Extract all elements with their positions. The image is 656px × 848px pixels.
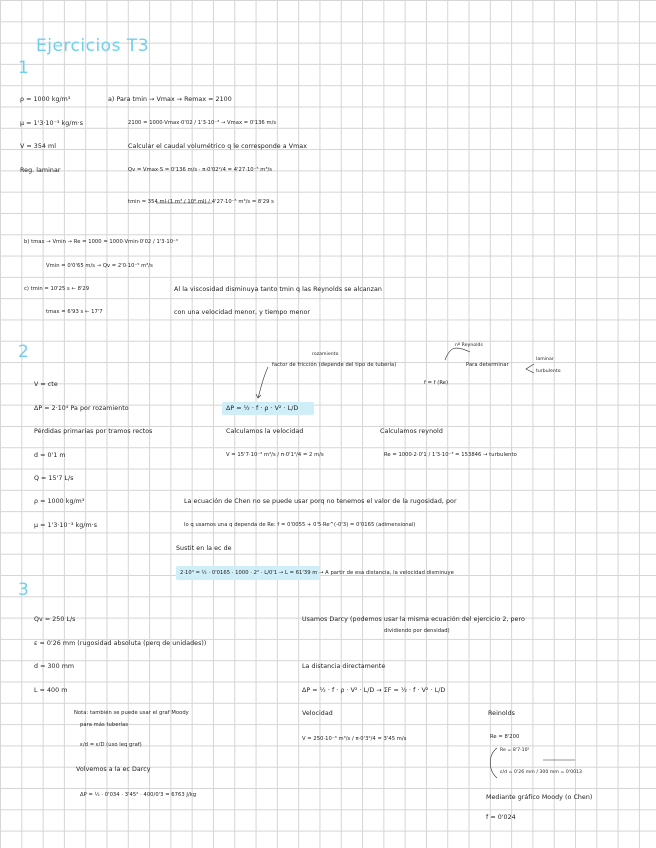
ex3-f-val: f = 0'024	[486, 814, 516, 821]
ex3-dp-eq: ΔP = ½ · f · ρ · V² · L/D → ΣF = ½ · f · V² · L/D	[302, 687, 446, 694]
ex1-b-eq2: Vmin = 0'0'65 m/s → Qv = 2'0·10⁻⁵ m³/s	[46, 263, 153, 269]
ex2-colebrook-text1: La ecuación de Chen no se puede usar porq no tenemos el valor de la rugosidad, por	[184, 498, 457, 505]
exercise-3-number: 3	[18, 580, 29, 600]
ex2-note-turbulento: turbulento	[536, 369, 561, 374]
ex3-darcy1: Usamos Darcy (podemos usar la misma ecuación del ejercicio 2, pero	[302, 616, 525, 623]
ex2-calc-re: Calculamos reynold	[380, 428, 443, 435]
ex3-lo-dist: La distancia directamente	[302, 663, 386, 670]
ex3-eps: ε = 0'26 mm (rugosidad absoluta (perq de unidades))	[34, 640, 207, 647]
ex2-note-laminar: laminar	[536, 357, 554, 362]
ex2-calc-v: Calculamos la velocidad	[226, 428, 304, 435]
ex3-nota1: Nota: también se puede usar el graf Moody	[74, 710, 189, 716]
ex3-reynolds: Reinolds	[488, 710, 515, 717]
ex2-dp-eq: ΔP = ½ · f · ρ · V² · L/D	[226, 405, 299, 412]
ex3-velocidad: Velocidad	[302, 710, 333, 717]
ex1-rho: ρ = 1000 kg/m³	[20, 96, 71, 103]
ex2-f-func: f = f (Re)	[424, 380, 449, 386]
ex3-moody: Mediante gráfico Moody (o Chen)	[486, 794, 593, 801]
ex2-q-given: Q = 15'7 L/s	[34, 475, 74, 482]
ex1-c-eq2: tmax = 6'93 s ← 17'7	[46, 309, 103, 315]
ex3-dp-final: ΔP = ½ · 0'034 · 3'45² · 400/0'3 = 6763 J/kg	[80, 792, 197, 798]
ex3-qv: Qv = 250 L/s	[34, 616, 76, 623]
ex2-v-cte: V = cte	[34, 381, 58, 388]
ex2-substitute: Sustit en la ec de	[176, 545, 232, 552]
ex1-c-text2: con una velocidad menor, y tiempo menor	[174, 309, 311, 316]
ex3-darcy2: dividiendo por densidad)	[384, 628, 450, 634]
ex2-note-para: Para determinar	[466, 362, 509, 368]
ex2-note-rozamiento: rozamiento	[312, 352, 339, 357]
ex3-re-val: Re = 8'200	[490, 734, 520, 740]
ex3-d: d = 300 mm	[34, 663, 75, 670]
ex2-note-reynolds: nº Reynolds	[455, 343, 483, 348]
ex1-b-eq1: b) tmax → Vmin → Re = 1000 = 1000·Vmin·0'02 / 1'3·10⁻³	[24, 239, 178, 245]
ex2-mu: μ = 1'3·10⁻³ kg/m·s	[34, 522, 98, 529]
ex1-regime: Reg. laminar	[20, 167, 61, 174]
ex1-volume: V = 354 ml	[20, 143, 56, 150]
ex1-a-eq2: Qv = Vmax·S = 0'136 m/s · π·0'02²/4 = 4'27·10⁻⁵ m³/s	[128, 167, 273, 173]
ex1-a-eq1: 2100 = 1000·Vmax·0'02 / 1'3·10⁻³ → Vmax = 0'136 m/s	[128, 120, 277, 126]
ex1-mu: μ = 1'3·10⁻³ kg/m·s	[20, 120, 84, 127]
ex1-a-text: Calcular el caudal volumétrico q le corresponde a Vmax	[128, 143, 307, 150]
ex2-re-eq: Re = 1000·2·0'1 / 1'3·10⁻³ = 153846 → turbulento	[384, 452, 517, 458]
ex2-losses: Pérdidas primarias por tramos rectos	[34, 428, 153, 435]
ex2-d-given: d = 0'1 m	[34, 452, 66, 459]
exercise-1-number: 1	[18, 58, 29, 78]
ex1-part-a-label: a) Para tmin → Vmax → Remax = 2100	[108, 96, 232, 103]
ex3-v-eq: V = 250·10⁻³ m³/s / π·0'3²/4 = 3'45 m/s	[302, 736, 407, 742]
ex2-colebrook-text2: lo q usamos una q dependa de Re: f = 0'0055 + 0'5·Re^(-0'3) = 0'0165 (adimensional)	[184, 522, 416, 528]
exercise-2-number: 2	[18, 342, 29, 362]
ex3-l: L = 400 m	[34, 687, 68, 694]
ex3-re-b2: ε/d = 0'26 mm / 300 mm = 0'0013	[500, 770, 582, 775]
ex2-dp-given: ΔP = 2·10⁴ Pa por rozamiento	[34, 405, 129, 412]
ex1-c-text1: Al la viscosidad disminuya tanto tmin q las Reynolds se alcanzan	[174, 286, 382, 293]
ex1-c-eq1: c) tmin = 10'25 s ← 8'29	[24, 286, 90, 292]
ex3-nota2: para más tuberías	[80, 722, 129, 728]
ex3-eps-ratio: ε/d = ε/D (uso leq graf)	[80, 742, 142, 748]
ex3-re-b1: Re = 8'7·10⁵	[500, 748, 530, 753]
ex2-note-factor: factor de fricción (depende del tipo de tubería)	[272, 362, 397, 368]
ex1-a-eq3: tmin = 354 ml·(1 m³ / 10⁶ ml) / 4'27·10⁻⁵ m³/s = 8'29 s	[128, 199, 274, 205]
ex2-final-eq: 2·10⁴ = ½ · 0'0165 · 1000 · 2² · L/0'1 → L = 61'39 m → A partir de esa distancia, la velocidad disminuye	[180, 570, 454, 576]
ex3-volvemos: Volvemos a la ec Darcy	[76, 766, 151, 773]
page-title: Ejercicios T3	[36, 36, 150, 56]
ex2-v-eq: V = 15'7·10⁻³ m³/s / π·0'1²/4 = 2 m/s	[226, 452, 324, 458]
ex2-rho: ρ = 1000 kg/m³	[34, 498, 85, 505]
